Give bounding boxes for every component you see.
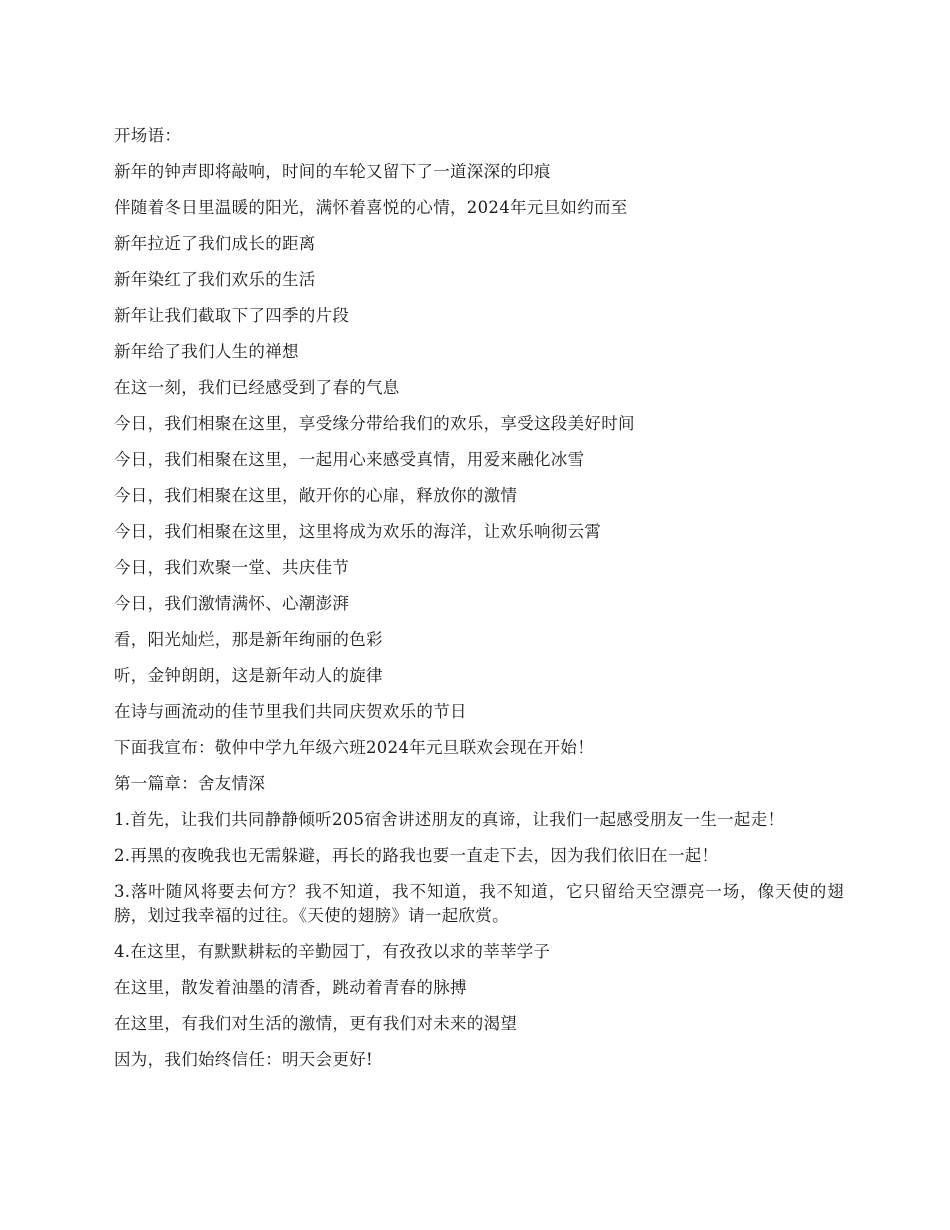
text-line: 在这一刻，我们已经感受到了春的气息 bbox=[114, 378, 400, 397]
chapter-heading: 第一篇章：舍友情深 bbox=[114, 774, 266, 793]
text-line: 今日，我们相聚在这里，这里将成为欢乐的海洋，让欢乐响彻云霄 bbox=[114, 522, 602, 541]
text-line: 今日，我们相聚在这里，一起用心来感受真情，用爱来融化冰雪 bbox=[114, 450, 585, 469]
text-line: 听，金钟朗朗，这是新年动人的旋律 bbox=[114, 666, 383, 685]
text-line: 新年拉近了我们成长的距离 bbox=[114, 234, 316, 253]
opening-heading: 开场语： bbox=[114, 126, 182, 145]
text-line: 今日，我们相聚在这里，享受缘分带给我们的欢乐，享受这段美好时间 bbox=[114, 414, 635, 433]
numbered-paragraph: 1.首先，让我们共同静静倾听205宿舍讲述朋友的真谛，让我们一起感受朋友一生一起走！ bbox=[114, 810, 785, 829]
text-line: 伴随着冬日里温暖的阳光，满怀着喜悦的心情，2024年元旦如约而至 bbox=[114, 198, 628, 217]
numbered-paragraph: 4.在这里，有默默耕耘的辛勤园丁，有孜孜以求的莘莘学子 bbox=[114, 942, 551, 961]
numbered-paragraph: 2.再黑的夜晚我也无需躲避，再长的路我也要一直走下去，因为我们依旧在一起！ bbox=[114, 846, 719, 865]
text-line: 下面我宣布：敬仲中学九年级六班2024年元旦联欢会现在开始！ bbox=[114, 738, 594, 757]
text-line: 新年给了我们人生的禅想 bbox=[114, 342, 299, 361]
text-line: 在这里，散发着油墨的清香，跳动着青春的脉搏 bbox=[114, 978, 467, 997]
document-body bbox=[114, 124, 844, 1084]
text-line: 因为，我们始终信任：明天会更好! bbox=[114, 1050, 373, 1069]
text-line: 今日，我们激情满怀、心潮澎湃 bbox=[114, 594, 350, 613]
text-line: 在诗与画流动的佳节里我们共同庆贺欢乐的节日 bbox=[114, 702, 467, 721]
text-line: 今日，我们相聚在这里，敞开你的心扉，释放你的激情 bbox=[114, 486, 518, 505]
text-line: 在这里，有我们对生活的激情，更有我们对未来的渴望 bbox=[114, 1014, 518, 1033]
text-line: 新年让我们截取下了四季的片段 bbox=[114, 306, 350, 325]
text-line: 新年染红了我们欢乐的生活 bbox=[114, 270, 316, 289]
numbered-paragraph: 3.落叶随风将要去何方？我不知道，我不知道，我不知道，它只留给天空漂亮一场，像天使的翅膀，划过我幸福的过往。《天使的翅膀》请一起欣赏。 bbox=[114, 882, 844, 925]
text-line: 今日，我们欢聚一堂、共庆佳节 bbox=[114, 558, 350, 577]
text-line: 看，阳光灿烂，那是新年绚丽的色彩 bbox=[114, 630, 383, 649]
text-line: 新年的钟声即将敲响，时间的车轮又留下了一道深深的印痕 bbox=[114, 162, 551, 181]
